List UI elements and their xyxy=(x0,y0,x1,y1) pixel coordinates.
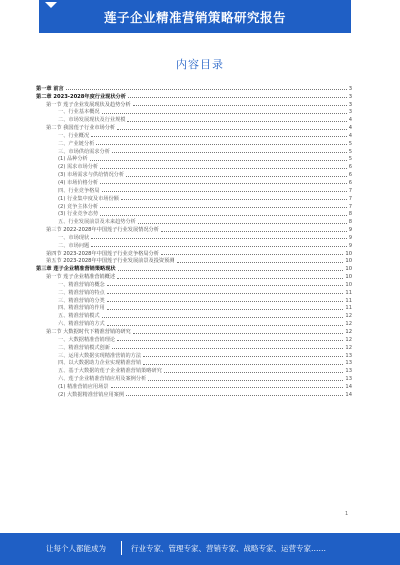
toc-leader-dots xyxy=(111,387,344,388)
toc-entry[interactable] xyxy=(36,264,352,272)
toc-entry-page: 13 xyxy=(345,376,352,383)
toc-leader-dots xyxy=(128,97,347,98)
toc-entry-page: 12 xyxy=(345,329,352,335)
toc-entry[interactable] xyxy=(36,162,352,170)
toc-leader-dots xyxy=(91,246,347,247)
toc-entry[interactable] xyxy=(36,374,352,382)
toc-leader-dots xyxy=(112,348,344,349)
toc-entry-page: 10 xyxy=(345,274,352,281)
table-of-contents xyxy=(36,84,352,398)
toc-leader-dots xyxy=(96,144,346,145)
toc-leader-dots xyxy=(100,168,347,169)
toc-leader-dots xyxy=(133,333,344,334)
toc-leader-dots xyxy=(127,121,346,122)
toc-entry-page: 3 xyxy=(348,109,352,116)
footer-banner xyxy=(0,533,400,565)
toc-entry-label: 三、市场供给需求分析 xyxy=(58,148,110,155)
toc-entry-label: (1) 精准营销应用场景 xyxy=(58,383,109,390)
toc-leader-dots xyxy=(118,270,344,271)
toc-entry[interactable] xyxy=(36,202,352,210)
toc-entry[interactable] xyxy=(36,217,352,225)
toc-entry[interactable] xyxy=(36,170,352,178)
report-title: 莲子企业精准营销策略研究报告 xyxy=(103,9,286,25)
toc-leader-dots xyxy=(100,207,347,208)
toc-entry-label: (2) 需求市场分析 xyxy=(58,164,99,171)
header-notch-decoration xyxy=(45,2,57,8)
toc-leader-dots xyxy=(100,215,347,216)
toc-entry-page: 10 xyxy=(345,266,352,273)
toc-entry-label: (2) 竞争主体分析 xyxy=(58,203,99,210)
toc-entry-label: (4) 市场价格分析 xyxy=(58,179,99,186)
toc-entry[interactable] xyxy=(36,186,352,194)
toc-entry[interactable] xyxy=(36,139,352,147)
toc-entry-page: 12 xyxy=(345,336,352,343)
toc-entry-page: 13 xyxy=(345,352,352,359)
toc-entry-label: 第二章 2023-2028年度行业现状分析 xyxy=(36,93,126,100)
toc-entry-label: 一、大数据精准营销理论 xyxy=(58,336,116,343)
toc-entry[interactable] xyxy=(36,319,352,327)
toc-entry-page: 9 xyxy=(348,227,352,234)
toc-entry-page: 7 xyxy=(348,203,352,210)
toc-entry-page: 5 xyxy=(348,156,352,163)
toc-entry-page: 7 xyxy=(348,187,352,194)
toc-entry-page: 3 xyxy=(348,101,352,108)
toc-leader-dots xyxy=(138,223,347,224)
toc-entry[interactable] xyxy=(36,155,352,163)
toc-entry-page: 5 xyxy=(348,140,352,147)
toc-entry-page: 3 xyxy=(348,85,352,92)
footer-slogan: 让每个人都能成为 xyxy=(46,544,106,553)
toc-entry[interactable] xyxy=(36,108,352,116)
toc-leader-dots xyxy=(161,231,347,232)
header-banner xyxy=(39,0,351,33)
footer-divider xyxy=(121,541,122,555)
toc-entry-label: 五、精准营销模式 xyxy=(58,313,100,320)
toc-entry-page: 12 xyxy=(345,313,352,320)
toc-entry[interactable] xyxy=(36,100,352,108)
toc-entry-label: 二、市场问题 xyxy=(58,242,90,249)
toc-leader-dots xyxy=(164,372,344,373)
toc-entry-label: 一、行业基本概况 xyxy=(58,109,100,116)
toc-entry[interactable] xyxy=(36,131,352,139)
toc-entry-label: 一、行业概况 xyxy=(58,132,90,139)
toc-leader-dots xyxy=(107,301,344,302)
toc-entry-label: 四、精准营销的作用 xyxy=(58,305,105,312)
toc-entry[interactable] xyxy=(36,280,352,288)
toc-entry-page: 10 xyxy=(345,258,352,265)
toc-entry-label: 第五节 2023-2028年中国莲子行业发展前景及投资预测 xyxy=(46,258,175,265)
toc-leader-dots xyxy=(117,340,343,341)
toc-entry-page: 4 xyxy=(348,132,352,139)
toc-entry-page: 8 xyxy=(348,219,352,226)
toc-entry-label: 第一节 莲子企业发展现状及趋势分析 xyxy=(46,101,131,108)
toc-entry[interactable] xyxy=(36,210,352,218)
toc-entry-page: 13 xyxy=(345,360,352,367)
report-header xyxy=(0,0,400,38)
toc-leader-dots xyxy=(143,356,343,357)
toc-entry[interactable] xyxy=(36,257,352,265)
toc-entry-label: 第三节 2022-2028年中国莲子行业发展情况分析 xyxy=(46,227,159,234)
toc-leader-dots xyxy=(102,191,347,192)
toc-leader-dots xyxy=(107,309,344,310)
toc-entry-label: 第一章 前言 xyxy=(36,85,64,92)
toc-leader-dots xyxy=(107,285,344,286)
toc-leader-dots xyxy=(148,380,343,381)
toc-entry-label: 二、产业链分析 xyxy=(58,140,95,147)
toc-entry[interactable] xyxy=(36,327,352,335)
toc-entry[interactable] xyxy=(36,241,352,249)
toc-entry-label: 五、行业发展前景及未来趋势分析 xyxy=(58,219,136,226)
toc-heading: 内容目录 xyxy=(176,58,224,71)
toc-entry-label: 二、精准营销模式创新 xyxy=(58,344,110,351)
toc-entry-page: 14 xyxy=(345,383,352,390)
toc-entry[interactable] xyxy=(36,115,352,123)
toc-entry-page: 11 xyxy=(345,297,352,304)
toc-entry-label: 六、莲子企业精准营销应用及案例分析 xyxy=(58,376,147,383)
toc-entry-label: (2) 大数据精准营销应用案例 xyxy=(58,391,125,398)
toc-entry-page: 5 xyxy=(348,148,352,155)
toc-entry[interactable] xyxy=(36,382,352,390)
toc-leader-dots xyxy=(66,89,347,90)
toc-leader-dots xyxy=(102,113,347,114)
toc-leader-dots xyxy=(126,176,347,177)
toc-entry-label: 四、以大数据助力企业实现精准营销 xyxy=(58,360,142,367)
toc-entry-page: 6 xyxy=(348,172,352,179)
toc-leader-dots xyxy=(107,325,344,326)
toc-entry-page: 11 xyxy=(345,305,352,312)
toc-entry-label: 六、精准营销的方式 xyxy=(58,321,105,328)
toc-entry-page: 4 xyxy=(348,125,352,132)
toc-entry[interactable] xyxy=(36,249,352,257)
page-number: 1 xyxy=(345,511,349,517)
toc-entry[interactable] xyxy=(36,288,352,296)
toc-entry-label: (1) 品种分析 xyxy=(58,156,88,163)
toc-leader-dots xyxy=(143,364,343,365)
toc-entry[interactable] xyxy=(36,304,352,312)
toc-entry[interactable] xyxy=(36,296,352,304)
toc-entry-page: 6 xyxy=(348,164,352,171)
toc-entry-label: 第一节 莲子企业精准营销概述 xyxy=(46,274,116,281)
toc-entry-label: 第二节 大数据时代下精准营销的研究 xyxy=(46,329,131,335)
toc-entry[interactable] xyxy=(36,343,352,351)
toc-entry-page: 7 xyxy=(348,195,352,202)
toc-entry-label: 第二节 我国莲子行业市场分析 xyxy=(46,125,116,132)
toc-leader-dots xyxy=(91,136,347,137)
toc-leader-dots xyxy=(161,254,343,255)
toc-entry[interactable] xyxy=(36,92,352,100)
toc-entry-page: 4 xyxy=(348,117,352,124)
toc-entry[interactable] xyxy=(36,366,352,374)
toc-entry-label: 一、精准营销的概念 xyxy=(58,281,105,288)
toc-entry-page: 10 xyxy=(345,281,352,288)
toc-entry-page: 12 xyxy=(345,344,352,351)
toc-entry-label: 三、运用大数据实现精准营销的方法 xyxy=(58,352,142,359)
toc-leader-dots xyxy=(107,293,344,294)
toc-entry[interactable] xyxy=(36,311,352,319)
toc-entry-label: 一、市场现状 xyxy=(58,234,90,241)
footer-tagline: 行业专家、管理专家、营销专家、战略专家、运营专家…… xyxy=(131,544,326,553)
toc-leader-dots xyxy=(126,395,343,396)
toc-entry[interactable] xyxy=(36,147,352,155)
toc-leader-dots xyxy=(121,199,347,200)
toc-entry-label: 三、精准营销的分类 xyxy=(58,297,105,304)
toc-entry-page: 9 xyxy=(348,234,352,241)
toc-entry-label: (3) 市场需求与供给情况分析 xyxy=(58,172,125,179)
toc-leader-dots xyxy=(117,129,347,130)
toc-entry-label: 四、行业竞争格局 xyxy=(58,187,100,194)
toc-entry-label: 第三章 莲子企业精准营销策略现状 xyxy=(36,266,116,273)
toc-entry-page: 14 xyxy=(345,391,352,398)
toc-entry[interactable] xyxy=(36,335,352,343)
toc-leader-dots xyxy=(91,238,347,239)
toc-entry-page: 13 xyxy=(345,368,352,375)
toc-entry[interactable] xyxy=(36,233,352,241)
toc-entry[interactable] xyxy=(36,194,352,202)
toc-leader-dots xyxy=(177,262,344,263)
toc-entry-label: 二、精准营销的特点 xyxy=(58,289,105,296)
toc-entry[interactable] xyxy=(36,390,352,398)
toc-entry[interactable] xyxy=(36,351,352,359)
toc-entry-page: 9 xyxy=(348,242,352,249)
toc-entry-page: 3 xyxy=(348,93,352,100)
toc-entry-label: 五、基于大数据的莲子企业精准营销策略研究 xyxy=(58,368,162,375)
toc-entry[interactable] xyxy=(36,272,352,280)
toc-entry-page: 6 xyxy=(348,179,352,186)
toc-entry-page: 11 xyxy=(345,289,352,296)
toc-entry[interactable] xyxy=(36,178,352,186)
toc-entry-label: (1) 行业集中度及市场份额 xyxy=(58,195,119,202)
toc-entry-page: 8 xyxy=(348,211,352,218)
toc-leader-dots xyxy=(90,160,347,161)
toc-leader-dots xyxy=(117,278,343,279)
toc-entry[interactable] xyxy=(36,123,352,131)
toc-entry-page: 12 xyxy=(345,321,352,328)
toc-leader-dots xyxy=(133,105,347,106)
toc-entry[interactable] xyxy=(36,225,352,233)
toc-entry-label: (3) 行业竞争态势 xyxy=(58,211,99,218)
toc-leader-dots xyxy=(100,183,347,184)
toc-entry[interactable] xyxy=(36,84,352,92)
toc-entry-page: 10 xyxy=(345,250,352,257)
toc-entry-label: 第四节 2023-2028年中国莲子行业竞争格局分析 xyxy=(46,250,159,257)
toc-entry-label: 二、市场发展现状及行业规模 xyxy=(58,117,126,124)
toc-leader-dots xyxy=(102,317,344,318)
toc-leader-dots xyxy=(112,152,347,153)
toc-entry[interactable] xyxy=(36,359,352,367)
